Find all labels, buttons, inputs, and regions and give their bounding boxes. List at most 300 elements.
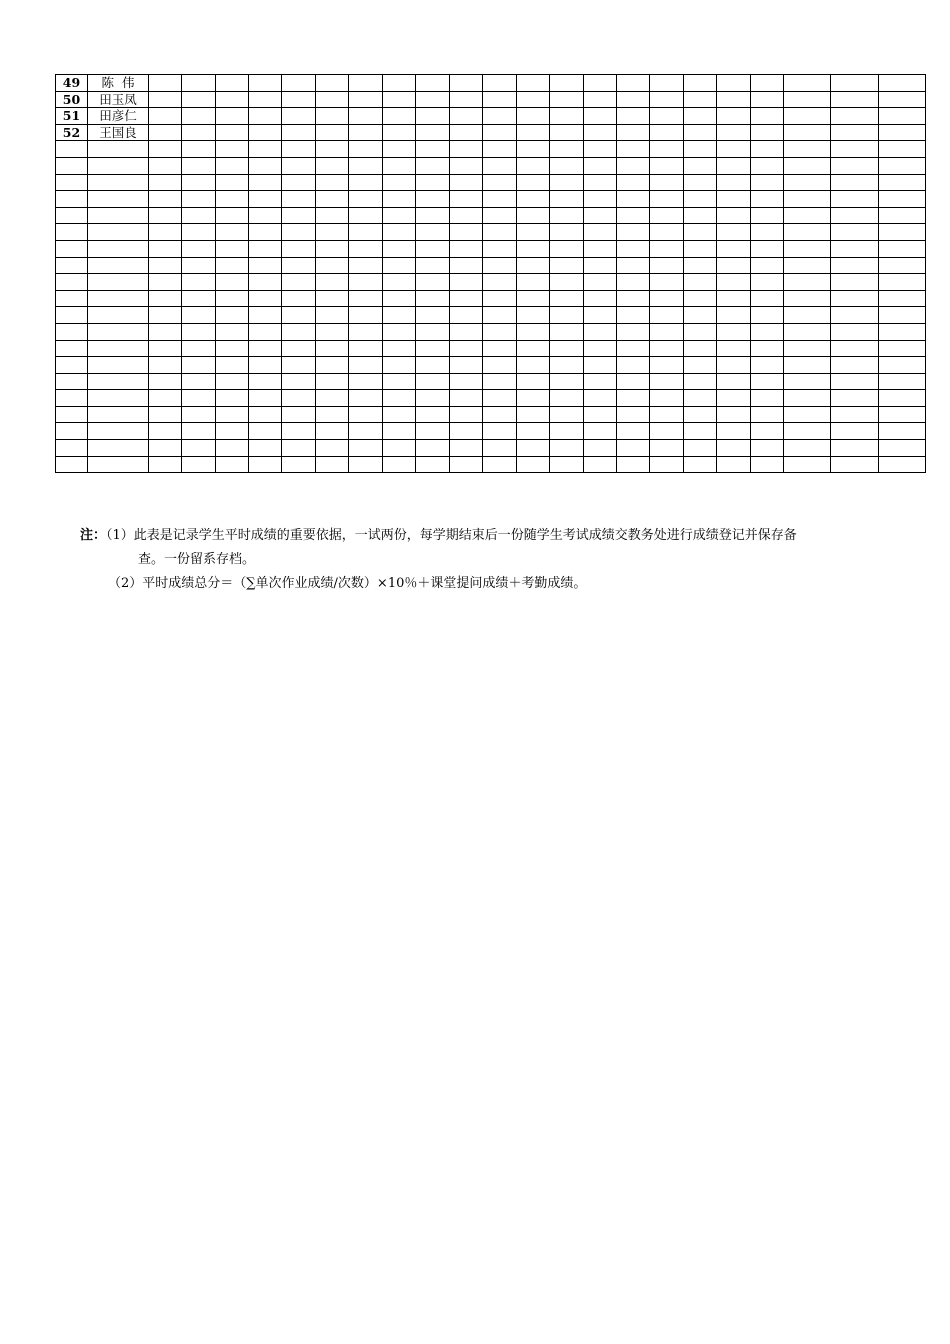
grade-cell	[717, 240, 751, 257]
grade-cell	[416, 290, 450, 307]
student-number: 51	[56, 108, 88, 125]
grade-cell	[784, 224, 831, 241]
grade-cell	[831, 257, 879, 274]
grade-cell	[149, 456, 182, 473]
grade-cell	[216, 440, 249, 457]
grade-cell	[249, 108, 282, 125]
grade-cell	[879, 174, 926, 191]
table-row-empty	[56, 240, 926, 257]
grade-cell	[584, 390, 617, 407]
grade-cell	[550, 323, 584, 340]
grade-cell	[416, 240, 450, 257]
grade-cell	[617, 257, 650, 274]
grade-cell	[149, 340, 182, 357]
grade-cell	[650, 224, 684, 241]
grade-cell	[383, 456, 416, 473]
grade-cell	[416, 224, 450, 241]
grade-cell	[182, 191, 216, 208]
grade-cell	[550, 108, 584, 125]
grade-cell	[584, 423, 617, 440]
grade-cell	[483, 174, 517, 191]
grade-cell	[617, 207, 650, 224]
grade-cell	[879, 390, 926, 407]
grade-cell	[584, 406, 617, 423]
grade-cell	[483, 91, 517, 108]
grade-cell	[149, 373, 182, 390]
grade-cell	[56, 406, 88, 423]
grade-cell	[316, 307, 349, 324]
grade-cell	[550, 257, 584, 274]
grade-cell	[56, 191, 88, 208]
grade-cell	[249, 373, 282, 390]
grade-cell	[316, 224, 349, 241]
grade-cell	[717, 440, 751, 457]
grade-cell	[216, 91, 249, 108]
grade-cell	[879, 357, 926, 374]
table-row-empty	[56, 340, 926, 357]
grade-cell	[584, 174, 617, 191]
grade-cell	[416, 423, 450, 440]
grade-cell	[349, 141, 383, 158]
grade-cell	[249, 224, 282, 241]
grade-cell	[650, 357, 684, 374]
grade-cell	[751, 240, 784, 257]
grade-cell	[416, 75, 450, 92]
grade-cell	[282, 323, 316, 340]
grade-cell	[416, 440, 450, 457]
grade-cell	[684, 390, 717, 407]
grade-cell	[282, 257, 316, 274]
grade-cell	[717, 390, 751, 407]
grade-cell	[784, 174, 831, 191]
student-number: 49	[56, 75, 88, 92]
grade-cell	[316, 373, 349, 390]
grade-cell	[282, 390, 316, 407]
grade-cell	[383, 423, 416, 440]
grade-cell	[751, 141, 784, 158]
grade-cell	[751, 191, 784, 208]
grade-cell	[182, 207, 216, 224]
table-row-empty	[56, 174, 926, 191]
grade-cell	[517, 207, 550, 224]
grade-cell	[751, 440, 784, 457]
grade-cell	[650, 91, 684, 108]
grade-cell	[182, 357, 216, 374]
grade-cell	[879, 141, 926, 158]
grade-cell	[617, 157, 650, 174]
grade-cell	[879, 257, 926, 274]
grade-cell	[249, 141, 282, 158]
grade-cell	[349, 323, 383, 340]
grade-cell	[416, 406, 450, 423]
table-row-empty	[56, 290, 926, 307]
grade-cell	[88, 456, 149, 473]
grade-cell	[216, 124, 249, 141]
grade-cell	[550, 340, 584, 357]
grade-cell	[650, 406, 684, 423]
grade-cell	[182, 108, 216, 125]
grade-cell	[483, 207, 517, 224]
grade-cell	[216, 390, 249, 407]
grade-cell	[617, 406, 650, 423]
grade-cell	[751, 423, 784, 440]
grade-cell	[717, 257, 751, 274]
grade-cell	[450, 423, 483, 440]
grade-cell	[617, 91, 650, 108]
grade-cell	[831, 224, 879, 241]
grade-cell	[149, 207, 182, 224]
grade-cell	[751, 456, 784, 473]
grade-cell	[483, 257, 517, 274]
grade-cell	[182, 174, 216, 191]
grade-cell	[216, 456, 249, 473]
grade-cell	[879, 91, 926, 108]
grade-cell	[831, 141, 879, 158]
grade-cell	[617, 307, 650, 324]
grade-cell	[550, 290, 584, 307]
grade-cell	[650, 141, 684, 158]
grade-cell	[182, 423, 216, 440]
student-name: 陈 伟	[88, 75, 149, 92]
grade-cell	[831, 357, 879, 374]
grade-cell	[584, 456, 617, 473]
grade-cell	[483, 274, 517, 291]
grade-cell	[717, 274, 751, 291]
grade-cell	[650, 124, 684, 141]
grade-cell	[831, 390, 879, 407]
note-item-1	[80, 524, 880, 548]
grade-cell	[879, 406, 926, 423]
grade-cell	[617, 323, 650, 340]
grade-cell	[751, 274, 784, 291]
grade-cell	[216, 174, 249, 191]
grade-cell	[282, 124, 316, 141]
grade-cell	[879, 124, 926, 141]
grade-cell	[684, 108, 717, 125]
grade-cell	[617, 340, 650, 357]
grade-cell	[684, 124, 717, 141]
grade-cell	[88, 174, 149, 191]
grade-cell	[416, 124, 450, 141]
grade-cell	[584, 224, 617, 241]
grade-cell	[56, 423, 88, 440]
grade-cell	[316, 108, 349, 125]
grade-cell	[416, 191, 450, 208]
grade-cell	[149, 224, 182, 241]
grade-cell	[784, 390, 831, 407]
grade-cell	[88, 307, 149, 324]
grade-cell	[584, 274, 617, 291]
grade-cell	[650, 75, 684, 92]
grade-cell	[550, 440, 584, 457]
grade-cell	[517, 357, 550, 374]
table-row-empty	[56, 456, 926, 473]
grade-cell	[316, 357, 349, 374]
grade-cell	[483, 390, 517, 407]
grade-cell	[584, 323, 617, 340]
grade-cell	[831, 191, 879, 208]
grade-cell	[684, 406, 717, 423]
grade-cell	[383, 141, 416, 158]
grade-cell	[88, 207, 149, 224]
grade-cell	[383, 373, 416, 390]
grade-cell	[517, 406, 550, 423]
grade-cell	[383, 75, 416, 92]
grade-cell	[282, 290, 316, 307]
grade-cell	[282, 91, 316, 108]
table-row-empty	[56, 191, 926, 208]
table-row-empty	[56, 440, 926, 457]
grade-cell	[517, 240, 550, 257]
grade-cell	[450, 307, 483, 324]
grade-cell	[751, 357, 784, 374]
grade-cell	[282, 373, 316, 390]
grade-cell	[584, 207, 617, 224]
grade-cell	[751, 224, 784, 241]
grade-cell	[56, 440, 88, 457]
grade-cell	[383, 340, 416, 357]
grade-cell	[784, 207, 831, 224]
grade-cell	[517, 157, 550, 174]
grade-cell	[517, 307, 550, 324]
grade-cell	[383, 191, 416, 208]
grade-cell	[831, 207, 879, 224]
grade-cell	[316, 191, 349, 208]
grade-cell	[879, 108, 926, 125]
grade-cell	[249, 406, 282, 423]
grade-cell	[416, 357, 450, 374]
grade-cell	[617, 224, 650, 241]
grade-cell	[349, 440, 383, 457]
grade-cell	[784, 274, 831, 291]
grade-cell	[831, 307, 879, 324]
grade-cell	[182, 224, 216, 241]
grade-cell	[617, 373, 650, 390]
grade-cell	[879, 191, 926, 208]
grade-cell	[282, 191, 316, 208]
grade-cell	[450, 191, 483, 208]
grade-cell	[182, 257, 216, 274]
grade-cell	[550, 191, 584, 208]
grade-cell	[584, 91, 617, 108]
table-row-empty	[56, 390, 926, 407]
student-name: 王国良	[88, 124, 149, 141]
grade-cell	[483, 191, 517, 208]
grade-cell	[483, 440, 517, 457]
grade-cell	[684, 257, 717, 274]
grade-cell	[717, 373, 751, 390]
grade-cell	[88, 373, 149, 390]
grade-cell	[517, 340, 550, 357]
grade-cell	[249, 390, 282, 407]
grade-cell	[650, 290, 684, 307]
grade-cell	[216, 157, 249, 174]
grade-cell	[617, 423, 650, 440]
grade-cell	[584, 257, 617, 274]
grade-cell	[650, 191, 684, 208]
grade-cell	[483, 108, 517, 125]
grade-cell	[483, 75, 517, 92]
table-row-empty	[56, 157, 926, 174]
grade-cell	[88, 290, 149, 307]
grade-cell	[617, 75, 650, 92]
grade-cell	[282, 224, 316, 241]
grade-cell	[282, 207, 316, 224]
grade-cell	[56, 373, 88, 390]
grade-cell	[584, 75, 617, 92]
grade-cell	[450, 323, 483, 340]
grade-cell	[182, 75, 216, 92]
grade-cell	[831, 456, 879, 473]
grade-cell	[650, 274, 684, 291]
grade-cell	[717, 91, 751, 108]
grade-cell	[349, 191, 383, 208]
grade-cell	[550, 406, 584, 423]
grade-cell	[831, 274, 879, 291]
grade-cell	[584, 108, 617, 125]
grade-cell	[349, 257, 383, 274]
grade-cell	[684, 274, 717, 291]
grade-cell	[751, 75, 784, 92]
grade-cell	[349, 224, 383, 241]
grade-cell	[684, 323, 717, 340]
grade-cell	[216, 224, 249, 241]
grade-cell	[416, 257, 450, 274]
grade-cell	[717, 124, 751, 141]
grade-cell	[784, 307, 831, 324]
grade-cell	[650, 323, 684, 340]
grade-cell	[182, 307, 216, 324]
grade-cell	[316, 240, 349, 257]
grade-cell	[282, 274, 316, 291]
grade-cell	[831, 290, 879, 307]
grade-cell	[617, 124, 650, 141]
grade-cell	[584, 307, 617, 324]
grade-cell	[617, 174, 650, 191]
grade-cell	[450, 440, 483, 457]
grade-cell	[88, 157, 149, 174]
grade-cell	[751, 340, 784, 357]
grade-cell	[282, 307, 316, 324]
grade-cell	[249, 290, 282, 307]
grade-cell	[88, 423, 149, 440]
grade-cell	[349, 157, 383, 174]
grade-cell	[383, 323, 416, 340]
grade-cell	[349, 174, 383, 191]
grade-cell	[416, 373, 450, 390]
grade-cell	[316, 257, 349, 274]
grade-cell	[383, 174, 416, 191]
grade-cell	[149, 290, 182, 307]
grade-cell	[383, 91, 416, 108]
grade-cell	[617, 108, 650, 125]
grade-cell	[684, 240, 717, 257]
grade-cell	[879, 290, 926, 307]
grade-cell	[450, 75, 483, 92]
grade-cell	[149, 75, 182, 92]
grade-cell	[416, 307, 450, 324]
grade-cell	[550, 141, 584, 158]
grade-cell	[784, 456, 831, 473]
grade-cell	[450, 406, 483, 423]
grade-cell	[831, 124, 879, 141]
grade-cell	[831, 423, 879, 440]
table-row-empty	[56, 323, 926, 340]
grade-cell	[517, 224, 550, 241]
grade-cell	[56, 240, 88, 257]
grade-cell	[349, 456, 383, 473]
grade-cell	[784, 440, 831, 457]
grade-cell	[282, 357, 316, 374]
grade-cell	[249, 257, 282, 274]
grade-cell	[879, 157, 926, 174]
grade-cell	[550, 423, 584, 440]
grade-cell	[249, 307, 282, 324]
grade-cell	[383, 224, 416, 241]
grade-cell	[349, 108, 383, 125]
grade-cell	[751, 406, 784, 423]
grade-cell	[249, 207, 282, 224]
grade-cell	[282, 456, 316, 473]
grade-cell	[383, 274, 416, 291]
grade-cell	[383, 257, 416, 274]
grade-cell	[784, 141, 831, 158]
grade-cell	[650, 373, 684, 390]
grade-cell	[249, 75, 282, 92]
grade-cell	[550, 174, 584, 191]
grade-cell	[717, 75, 751, 92]
grade-cell	[316, 174, 349, 191]
grade-cell	[88, 274, 149, 291]
grade-cell	[88, 323, 149, 340]
grade-cell	[383, 108, 416, 125]
grade-cell	[216, 373, 249, 390]
student-number: 50	[56, 91, 88, 108]
grade-cell	[879, 423, 926, 440]
grade-cell	[182, 390, 216, 407]
grade-cell	[717, 406, 751, 423]
grade-cell	[784, 157, 831, 174]
grade-cell	[650, 108, 684, 125]
grade-cell	[416, 323, 450, 340]
grade-cell	[416, 390, 450, 407]
grade-cell	[517, 141, 550, 158]
table-row-empty	[56, 224, 926, 241]
grade-cell	[831, 108, 879, 125]
grade-cell	[879, 224, 926, 241]
grade-cell	[383, 290, 416, 307]
grade-cell	[249, 274, 282, 291]
grade-cell	[182, 91, 216, 108]
grade-cell	[550, 124, 584, 141]
grade-cell	[483, 357, 517, 374]
grade-cell	[450, 274, 483, 291]
grade-cell	[550, 307, 584, 324]
grade-cell	[717, 141, 751, 158]
grade-cell	[216, 406, 249, 423]
grade-cell	[316, 124, 349, 141]
grade-cell	[784, 357, 831, 374]
grade-cell	[831, 323, 879, 340]
grade-cell	[517, 423, 550, 440]
grade-cell	[784, 75, 831, 92]
grade-cell	[650, 174, 684, 191]
grade-cell	[450, 224, 483, 241]
grade-cell	[383, 157, 416, 174]
grade-cell	[650, 307, 684, 324]
grade-cell	[751, 207, 784, 224]
grade-cell	[879, 240, 926, 257]
